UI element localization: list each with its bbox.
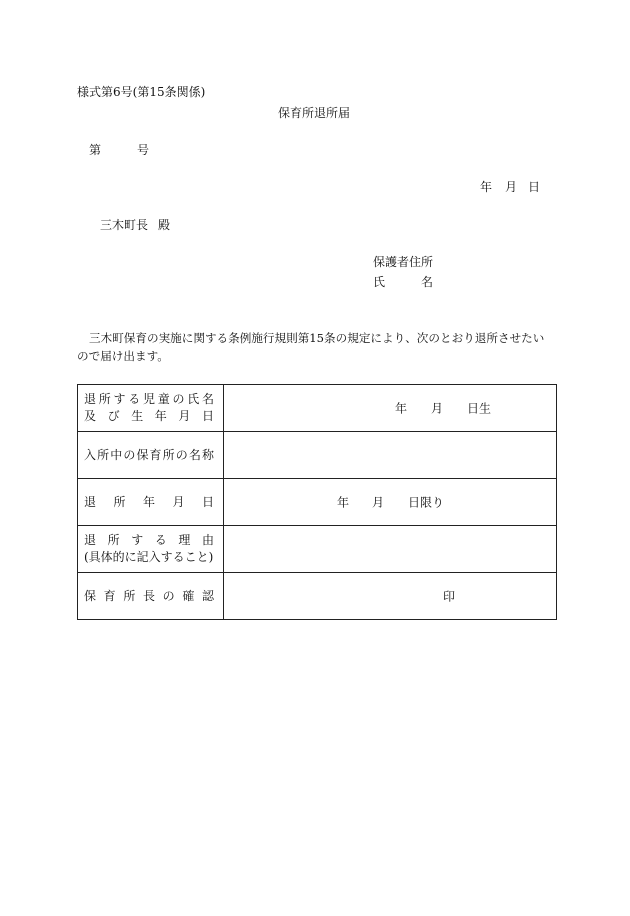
number-suffix: 号 — [137, 143, 150, 157]
withdrawal-month: 月 — [372, 495, 385, 510]
birth-year: 年 — [395, 401, 408, 416]
table-row — [78, 432, 557, 479]
form-number: 様式第6号(第15条関係) — [77, 85, 206, 99]
number-prefix: 第 — [89, 143, 102, 157]
withdrawal-reason-label — [78, 526, 224, 573]
document-title: 保育所退所届 — [278, 106, 351, 120]
withdrawal-day: 日限り — [408, 495, 445, 510]
date-day: 日 — [528, 180, 541, 194]
label-line: (具体的に記入すること) — [84, 550, 214, 564]
label-line: 退所する児童の氏名 — [84, 392, 214, 406]
addressee-honorific: 殿 — [158, 218, 171, 232]
label-line: 保育所長の確認 — [84, 588, 214, 603]
label-line: 退所年月日 — [84, 494, 214, 509]
addressee-name: 三木町長 — [100, 218, 149, 232]
date-year: 年 — [480, 180, 493, 194]
body-line-1: 三木町保育の実施に関する条例施行規則第15条の規定により、次のとおり退所させたい — [89, 331, 545, 345]
guardian-name-label-2: 名 — [421, 275, 434, 289]
date-month: 月 — [505, 180, 518, 194]
nursery-name-field[interactable] — [224, 432, 557, 479]
seal-mark: 印 — [443, 589, 456, 604]
birth-day: 日生 — [467, 401, 492, 416]
withdrawal-date-field[interactable] — [224, 479, 557, 526]
label-line: 退所する理由 — [84, 533, 214, 547]
nursery-name-label — [78, 432, 224, 479]
child-name-birthdate-label — [78, 385, 224, 432]
withdrawal-form-table — [77, 384, 557, 620]
director-confirmation-label — [78, 573, 224, 620]
withdrawal-reason-field[interactable] — [224, 526, 557, 573]
table-row — [78, 526, 557, 573]
table-row — [78, 385, 557, 432]
director-confirmation-field[interactable] — [224, 573, 557, 620]
guardian-name-label-1: 氏 — [373, 275, 386, 289]
table-row — [78, 573, 557, 620]
label-line: 及び生年月日 — [84, 409, 214, 423]
body-line-2: ので届け出ます。 — [77, 349, 169, 363]
table-row — [78, 479, 557, 526]
guardian-address-label: 保護者住所 — [373, 255, 434, 269]
label-line: 入所中の保育所の名称 — [84, 447, 214, 462]
withdrawal-year: 年 — [337, 495, 350, 510]
child-name-birthdate-field[interactable] — [224, 385, 557, 432]
birth-month: 月 — [431, 401, 444, 416]
withdrawal-date-label — [78, 479, 224, 526]
